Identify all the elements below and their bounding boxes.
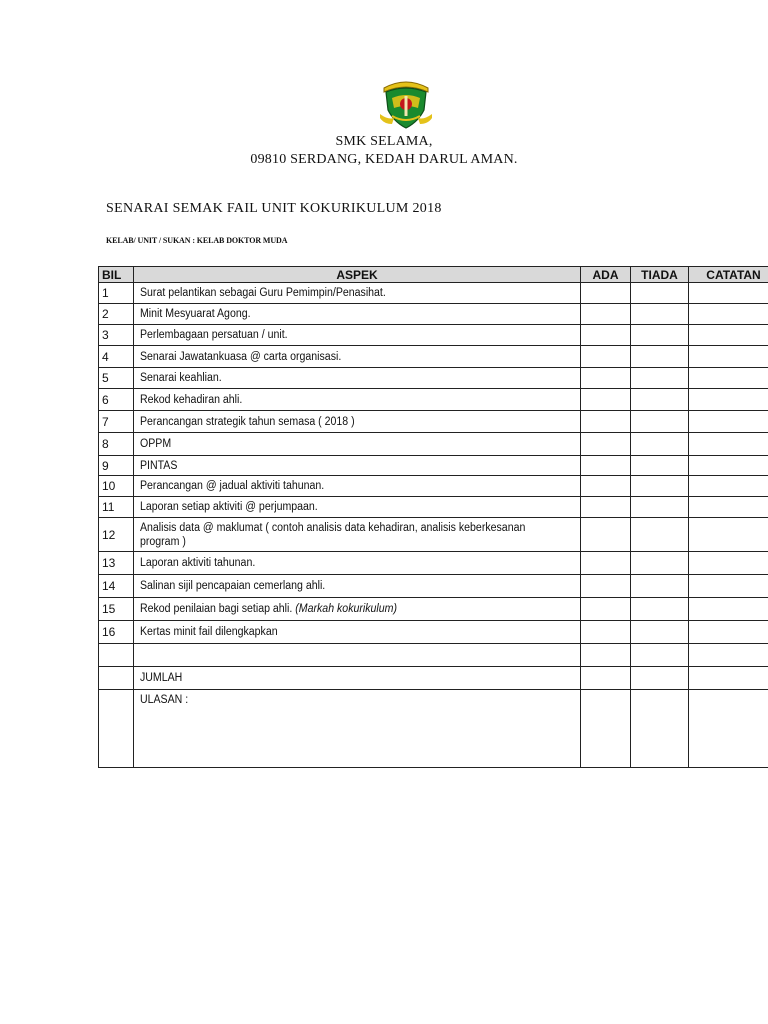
table-header-row	[99, 267, 768, 283]
row-aspek: Rekod kehadiran ahli.	[134, 389, 545, 411]
row-aspek	[134, 598, 545, 621]
school-crest-icon	[378, 74, 434, 130]
row-aspek: Senarai Jawatankuasa @ carta organisasi.	[134, 346, 545, 368]
ada-cell[interactable]	[581, 476, 631, 497]
row-aspek: Surat pelantikan sebagai Guru Pemimpin/Penasihat.	[134, 283, 545, 304]
row-bil: 14	[99, 575, 134, 598]
catatan-cell[interactable]	[689, 497, 768, 518]
table-row	[99, 433, 768, 456]
row-bil: 9	[99, 456, 134, 476]
tiada-cell[interactable]	[631, 644, 689, 667]
ada-cell[interactable]	[581, 598, 631, 621]
ada-cell[interactable]	[581, 346, 631, 368]
row-aspek: Kertas minit fail dilengkapkan	[134, 621, 545, 644]
row-aspek: Laporan aktiviti tahunan.	[134, 552, 545, 575]
row-aspek: Minit Mesyuarat Agong.	[134, 304, 545, 325]
row-bil: 8	[99, 433, 134, 456]
table-row	[99, 346, 768, 368]
ada-cell[interactable]	[581, 575, 631, 598]
catatan-total-cell[interactable]	[689, 667, 768, 690]
tiada-cell[interactable]	[631, 389, 689, 411]
checklist-table	[98, 266, 768, 768]
table-row	[99, 552, 768, 575]
row-bil: 10	[99, 476, 134, 497]
tiada-cell[interactable]	[631, 283, 689, 304]
ada-cell[interactable]	[581, 552, 631, 575]
catatan-cell[interactable]	[689, 476, 768, 497]
row-bil: 13	[99, 552, 134, 575]
tiada-cell[interactable]	[631, 621, 689, 644]
tiada-cell[interactable]	[631, 552, 689, 575]
ada-cell[interactable]	[581, 433, 631, 456]
document-title: SENARAI SEMAK FAIL UNIT KOKURIKULUM 2018	[106, 201, 442, 216]
ada-cell[interactable]	[581, 644, 631, 667]
catatan-cell[interactable]	[689, 518, 768, 552]
catatan-cell[interactable]	[689, 433, 768, 456]
school-address: 09810 SERDANG, KEDAH DARUL AMAN.	[250, 152, 518, 167]
catatan-cell[interactable]	[689, 283, 768, 304]
catatan-cell[interactable]	[689, 368, 768, 389]
catatan-cell[interactable]	[689, 456, 768, 476]
ada-cell[interactable]	[581, 621, 631, 644]
row-bil: 4	[99, 346, 134, 368]
row-bil: 6	[99, 389, 134, 411]
table-row	[99, 497, 768, 518]
table-row	[99, 283, 768, 304]
ada-cell[interactable]	[581, 304, 631, 325]
ada-cell[interactable]	[581, 518, 631, 552]
row-aspek: Perlembagaan persatuan / unit.	[134, 325, 545, 346]
row-bil: 2	[99, 304, 134, 325]
catatan-cell[interactable]	[689, 411, 768, 433]
row-aspek	[134, 644, 581, 667]
jumlah-label: JUMLAH	[134, 667, 545, 690]
row-bil	[99, 644, 134, 667]
tiada-cell[interactable]	[631, 346, 689, 368]
row-bil: 15	[99, 598, 134, 621]
col-catatan-header: CATATAN	[689, 267, 768, 283]
row-bil: 16	[99, 621, 134, 644]
tiada-cell[interactable]	[631, 433, 689, 456]
ada-cell[interactable]	[581, 389, 631, 411]
table-row	[99, 304, 768, 325]
catatan-cell[interactable]	[689, 598, 768, 621]
ada-cell[interactable]	[581, 411, 631, 433]
table-row	[99, 325, 768, 346]
row-aspek: OPPM	[134, 433, 545, 456]
tiada-cell[interactable]	[631, 325, 689, 346]
table-row	[99, 476, 768, 497]
row-aspek-text: Rekod penilaian bagi setiap ahli.	[139, 603, 292, 615]
col-tiada-header: TIADA	[631, 267, 689, 283]
catatan-cell[interactable]	[689, 325, 768, 346]
catatan-cell[interactable]	[689, 621, 768, 644]
club-line: KELAB/ UNIT / SUKAN : KELAB DOKTOR MUDA	[106, 236, 288, 245]
col-bil-header: BIL	[99, 267, 134, 283]
ada-cell[interactable]	[581, 456, 631, 476]
ada-cell[interactable]	[581, 283, 631, 304]
tiada-cell[interactable]	[631, 598, 689, 621]
row-aspek: Perancangan strategik tahun semasa ( 2018 )	[134, 411, 545, 433]
table-row	[99, 456, 768, 476]
row-aspek: Perancangan @ jadual aktiviti tahunan.	[134, 476, 545, 497]
row-bil: 5	[99, 368, 134, 389]
catatan-cell[interactable]	[689, 575, 768, 598]
tiada-cell[interactable]	[631, 518, 689, 552]
tiada-total-cell[interactable]	[631, 667, 689, 690]
ada-cell[interactable]	[581, 325, 631, 346]
tiada-cell	[631, 690, 689, 768]
catatan-cell[interactable]	[689, 346, 768, 368]
catatan-cell[interactable]	[689, 304, 768, 325]
row-bil: 3	[99, 325, 134, 346]
tiada-cell[interactable]	[631, 456, 689, 476]
ada-total-cell[interactable]	[581, 667, 631, 690]
col-ada-header: ADA	[581, 267, 631, 283]
row-aspek: Analisis data @ maklumat ( contoh analisis data kehadiran, analisis keberkesanan program )	[134, 518, 545, 552]
row-bil: 7	[99, 411, 134, 433]
tiada-cell[interactable]	[631, 368, 689, 389]
tiada-cell[interactable]	[631, 304, 689, 325]
row-aspek: PINTAS	[134, 456, 545, 476]
school-name: SMK SELAMA,	[335, 134, 433, 149]
table-row	[99, 368, 768, 389]
tiada-cell[interactable]	[631, 497, 689, 518]
ada-cell[interactable]	[581, 497, 631, 518]
ada-cell	[581, 690, 631, 768]
row-bil: 12	[99, 518, 134, 552]
table-row	[99, 411, 768, 433]
tiada-cell[interactable]	[631, 476, 689, 497]
ulasan-row	[99, 690, 768, 768]
table-row	[99, 518, 768, 552]
row-aspek-note: (Markah kokurikulum)	[294, 603, 397, 615]
table-row	[99, 575, 768, 598]
table-row	[99, 621, 768, 644]
catatan-cell[interactable]	[689, 389, 768, 411]
tiada-cell[interactable]	[631, 411, 689, 433]
ulasan-label[interactable]: ULASAN :	[134, 690, 545, 768]
col-aspek-header: ASPEK	[134, 267, 581, 283]
catatan-cell	[689, 690, 768, 768]
catatan-cell[interactable]	[689, 552, 768, 575]
catatan-cell[interactable]	[689, 644, 768, 667]
row-bil	[99, 690, 134, 768]
table-row	[99, 598, 768, 621]
row-aspek: Senarai keahlian.	[134, 368, 545, 389]
row-bil: 1	[99, 283, 134, 304]
row-aspek: Salinan sijil pencapaian cemerlang ahli.	[134, 575, 545, 598]
tiada-cell[interactable]	[631, 575, 689, 598]
row-bil: 11	[99, 497, 134, 518]
table-row	[99, 389, 768, 411]
ada-cell[interactable]	[581, 368, 631, 389]
blank-row	[99, 644, 768, 667]
jumlah-row	[99, 667, 768, 690]
row-aspek: Laporan setiap aktiviti @ perjumpaan.	[134, 497, 545, 518]
row-bil	[99, 667, 134, 690]
